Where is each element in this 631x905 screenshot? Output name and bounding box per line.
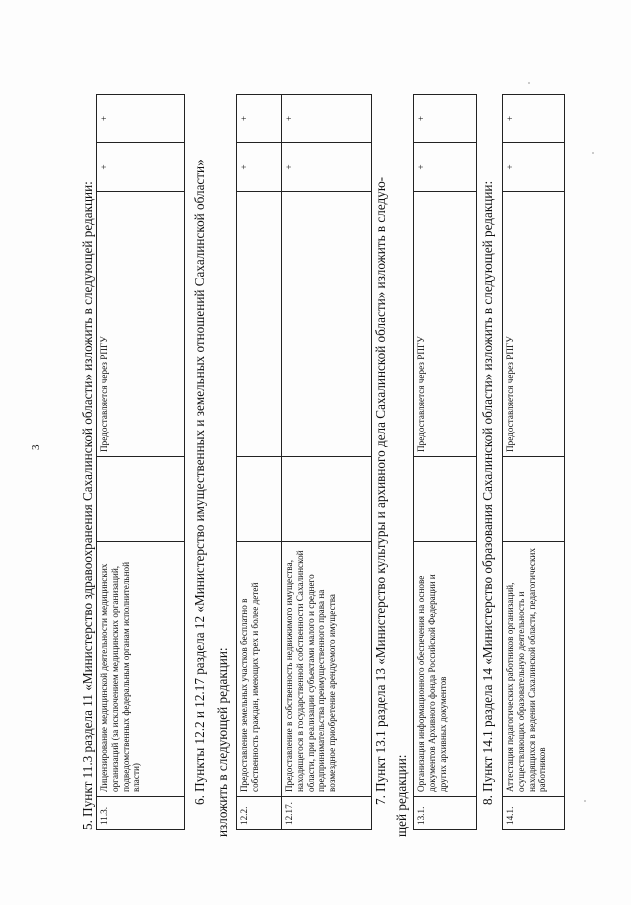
page-number: 3 bbox=[30, 444, 42, 450]
row-number: 12.17. bbox=[282, 797, 372, 830]
plus-mark: + bbox=[282, 143, 372, 192]
plus-mark: + bbox=[414, 143, 477, 192]
service-note bbox=[282, 192, 372, 457]
service-name: Организация информационного обеспечения на основе документов Архивного фонда Российской Федерации и других архивных документов bbox=[414, 542, 477, 797]
service-name: Предоставление земельных участков бесплатно в собственность граждан, имеющих трех и более детей bbox=[237, 542, 282, 797]
empty-cell bbox=[97, 457, 185, 542]
plus-mark: + bbox=[237, 143, 282, 192]
service-name: Предоставление в собственность недвижимого имущества, находящегося в государственной собственности Сахалинской области, при реализации субъектами малого и среднего предпринимательства преимущественного права на возмездное приобретение арендуемого имущества bbox=[282, 542, 372, 797]
row-number: 12.2. bbox=[237, 797, 282, 830]
table-row bbox=[414, 95, 477, 830]
row-number: 13.1. bbox=[414, 797, 477, 830]
service-note: Предоставляется через РПГУ bbox=[503, 192, 565, 457]
empty-cell bbox=[237, 457, 282, 542]
section-5-heading: 5. Пункт 11.3 раздела 11 «Министерство здравоохранения Сахалинской области» изложить в следующей редакции: bbox=[80, 181, 95, 830]
plus-mark: + bbox=[503, 143, 565, 192]
table-row bbox=[503, 95, 565, 830]
service-note bbox=[237, 192, 282, 457]
section-7-heading: 7. Пункт 13.1 раздела 13 «Министерство культуры и архивного дела Сахалинской области» изложить в следую- bbox=[373, 176, 388, 805]
section-6-heading-cont: изложить в следующей редакции: bbox=[215, 647, 230, 837]
plus-mark: + bbox=[503, 95, 565, 143]
service-name: Аттестация педагогических работников организаций, осуществляющих образовательную деятельность и находящихся в ведении Сахалинской области, педагогических работников bbox=[503, 542, 565, 797]
section-6-heading: 6. Пункты 12.2 и 12.17 раздела 12 «Министерство имущественных и земельных отношений Сахалинской области» bbox=[192, 159, 207, 805]
service-note: Предоставляется через РПГУ bbox=[414, 192, 477, 457]
section-8-table bbox=[502, 94, 565, 830]
section-5-table bbox=[96, 94, 185, 830]
row-number: 14.1. bbox=[503, 797, 565, 830]
plus-mark: + bbox=[237, 95, 282, 143]
section-8-heading: 8. Пункт 14.1 раздела 14 «Министерство образования Сахалинской области» изложить в следующей редакции: bbox=[480, 180, 495, 805]
scan-speck bbox=[592, 152, 594, 154]
empty-cell bbox=[282, 457, 372, 542]
section-6-table bbox=[236, 94, 372, 830]
row-number: 11.3. bbox=[97, 797, 185, 830]
table-row bbox=[282, 95, 372, 830]
section-7-heading-cont: щей редакции: bbox=[394, 754, 409, 837]
table-row bbox=[97, 95, 185, 830]
table-row bbox=[237, 95, 282, 830]
section-7-table bbox=[413, 94, 477, 830]
scan-speck bbox=[584, 800, 586, 802]
plus-mark: + bbox=[97, 143, 185, 192]
scan-speck bbox=[528, 82, 530, 84]
plus-mark: + bbox=[282, 95, 372, 143]
plus-mark: + bbox=[414, 95, 477, 143]
service-note: Предоставляется через РПГУ bbox=[97, 192, 185, 457]
empty-cell bbox=[414, 457, 477, 542]
service-name: Лицензирование медицинской деятельности медицинских организаций (за исключением медицинских организаций, подведомственных федеральным органам исполнительной власти) bbox=[97, 542, 185, 797]
empty-cell bbox=[503, 457, 565, 542]
plus-mark: + bbox=[97, 95, 185, 143]
